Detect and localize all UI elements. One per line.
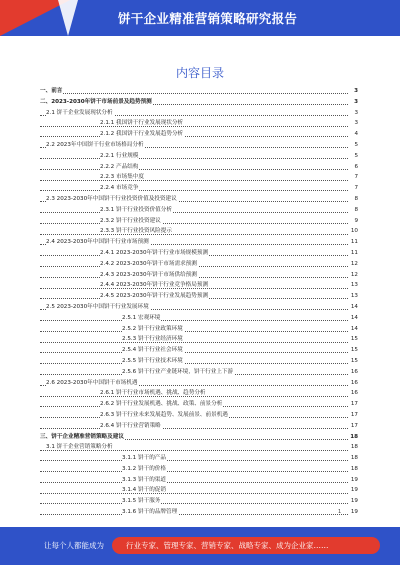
toc-entry-page: 15: [350, 334, 358, 345]
toc-entry[interactable]: [40, 388, 358, 399]
toc-entry-page: 11: [350, 237, 358, 248]
dot-leader: [40, 471, 348, 472]
toc-entry[interactable]: [40, 226, 358, 237]
toc-entry-title: 二、2023-2030年饼干市场前景及趋势预测: [40, 98, 152, 105]
footer-slogan: 让每个人都能成为: [44, 541, 104, 550]
toc-entry-title: 3.1.4 饼干的促销: [122, 487, 166, 494]
toc-entry-title: 2.5.6 饼干行业产业链环境，饼干行业上下游: [122, 368, 234, 375]
toc-entry[interactable]: [40, 496, 358, 507]
toc-entry-page: 19: [350, 496, 358, 507]
toc-entry-page: 13: [350, 280, 358, 291]
toc-entry[interactable]: [40, 302, 358, 313]
footer-tagline: 行业专家、管理专家、营销专家、战略专家、成为企业家……: [126, 541, 329, 550]
dot-leader: [40, 212, 348, 213]
toc-entry[interactable]: [40, 421, 358, 432]
toc-entry[interactable]: [40, 151, 358, 162]
toc-entry-page: 8: [353, 205, 358, 216]
toc-entry[interactable]: [40, 475, 358, 486]
toc-entry-title: 2.3.1 饼干行业投资价值分析: [100, 206, 172, 213]
toc-entry-title: 一、前言: [40, 88, 63, 94]
toc-entry[interactable]: [40, 237, 358, 248]
toc-entry-page: 11: [350, 248, 358, 259]
toc-entry[interactable]: [40, 507, 358, 518]
toc-entry[interactable]: [40, 367, 358, 378]
toc-entry[interactable]: [40, 270, 358, 281]
toc-entry[interactable]: [40, 334, 358, 345]
toc-entry[interactable]: [40, 442, 358, 453]
report-title: 饼干企业精准营销策略研究报告: [118, 11, 298, 26]
toc-entry-page: 15: [350, 345, 358, 356]
toc-entry[interactable]: [40, 108, 358, 119]
dot-leader: [40, 223, 348, 224]
toc-entry-page: 18: [350, 464, 358, 475]
dot-leader: [40, 136, 348, 137]
toc-entry-title: 2.5.1 宏观环境: [122, 314, 161, 321]
toc-entry-title: 2.2 2023年中国饼干行业市场格局分析: [46, 141, 144, 148]
toc-entry[interactable]: [40, 216, 358, 227]
toc-entry[interactable]: [40, 172, 358, 183]
toc-entry-page: 17: [350, 410, 358, 421]
toc-entry-title: 3.1.2 饼干的价格: [122, 465, 166, 472]
toc-entry[interactable]: [40, 129, 358, 140]
toc-entry[interactable]: [40, 205, 358, 216]
toc-entry-title: 3.1.5 饼干服务: [122, 498, 161, 505]
toc-entry[interactable]: [40, 183, 358, 194]
toc-entry-title: 3.1.3 饼干的渠道: [122, 476, 166, 483]
toc-entry-page: 9: [353, 216, 358, 227]
toc-entry-page: 5: [353, 151, 358, 162]
toc-entry-page: 17: [350, 399, 358, 410]
table-of-contents: [40, 86, 358, 518]
toc-entry[interactable]: [40, 97, 358, 108]
toc-entry-page: 14: [350, 324, 358, 335]
toc-entry-title: 2.2.1 行业规模: [100, 152, 139, 159]
toc-entry-title: 2.6.3 饼干行业未来发展趋势、发展前景、前景机遇: [100, 411, 228, 418]
toc-entry-title: 2.2.4 市场竞争: [100, 185, 139, 192]
toc-entry-title: 2.5.2 饼干行业政策环境: [122, 325, 183, 332]
toc-entry[interactable]: [40, 345, 358, 356]
toc-entry[interactable]: [40, 378, 358, 389]
toc-entry[interactable]: [40, 432, 358, 443]
toc-entry-page: 19: [350, 507, 358, 518]
dot-leader: [40, 503, 348, 504]
toc-entry-page: 16: [350, 367, 358, 378]
toc-entry[interactable]: [40, 399, 358, 410]
header-banner: [0, 0, 400, 36]
toc-entry-page: 19: [350, 475, 358, 486]
dot-leader: [40, 342, 348, 343]
toc-entry-page: 4: [353, 129, 358, 140]
toc-entry-page: 3: [353, 97, 358, 108]
toc-entry-page: 12: [350, 259, 358, 270]
toc-entry-title: 2.1 饼干企业发展现状分析: [46, 109, 113, 116]
toc-entry-title: 2.5.3 饼干行业经济环境: [122, 336, 183, 343]
toc-entry-title: 3.1.6 饼干的品牌管理: [122, 509, 178, 516]
toc-entry-page: 3: [353, 118, 358, 129]
toc-entry-title: 2.3.3 饼干行业投资风险提示: [100, 228, 172, 235]
dot-leader: [40, 320, 348, 321]
toc-entry-title: 2.4.1 2023-2030年饼干行业市场规模预测: [100, 249, 209, 256]
dot-leader: [40, 126, 348, 127]
toc-entry-page: 6: [353, 162, 358, 173]
toc-entry-page: 8: [353, 194, 358, 205]
footer-banner: [0, 527, 400, 565]
dot-leader: [40, 234, 348, 235]
dot-leader: [40, 352, 348, 353]
toc-entry-title: 2.3.2 饼干行业投资建议: [100, 217, 161, 224]
toc-entry[interactable]: [40, 248, 358, 259]
toc-entry-title: 2.5.4 饼干行业社会环境: [122, 347, 183, 354]
toc-entry-page: 14: [350, 313, 358, 324]
toc-entry[interactable]: [40, 453, 358, 464]
dot-leader: [40, 514, 348, 515]
toc-entry[interactable]: [40, 162, 358, 173]
toc-entry-page: 3: [353, 86, 358, 97]
header-white-stripe: [58, 0, 78, 36]
toc-entry[interactable]: [40, 291, 358, 302]
toc-entry-page: 10: [350, 226, 358, 237]
toc-entry-title: 2.1.2 我国饼干行业发展趋势分析: [100, 131, 184, 138]
dot-leader: [40, 190, 348, 191]
toc-entry-title: 2.5.5 饼干行业技术环境: [122, 357, 183, 364]
toc-entry-page: 7: [353, 183, 358, 194]
toc-entry-title: 2.6.1 饼干行业市场机遇、挑战、趋势分析: [100, 390, 206, 397]
toc-entry[interactable]: [40, 356, 358, 367]
toc-entry-title: 2.4.2 2023-2030年饼干市场需求预测: [100, 260, 197, 267]
toc-entry-page: 18: [349, 432, 358, 443]
toc-entry-title: 三、饼干企业精准营销策略及建议: [40, 433, 124, 440]
toc-entry[interactable]: [40, 118, 358, 129]
toc-entry[interactable]: [40, 86, 358, 97]
toc-entry-page: 18: [350, 442, 358, 453]
toc-entry-page: 13: [350, 291, 358, 302]
toc-entry-title: 2.6 2023-2030年中国饼干市场机遇: [46, 379, 138, 386]
toc-entry-title: 3.1 饼干企业营销策略分析: [46, 444, 113, 451]
toc-entry-title: 3.1.1 饼干的产品: [122, 455, 166, 462]
toc-entry-page: 7: [353, 172, 358, 183]
dot-leader: [40, 169, 348, 170]
toc-entry-title: 2.6.4 饼干行业营销策略: [100, 422, 161, 429]
toc-entry-title: 2.4.3 2023-2030年饼干市场供给预测: [100, 271, 197, 278]
toc-entry-page: 16: [350, 378, 358, 389]
toc-heading: 内容目录: [175, 66, 224, 80]
toc-entry[interactable]: [40, 280, 358, 291]
toc-entry-title: 2.2.2 产品结构: [100, 163, 139, 170]
toc-entry-title: 2.5 2023-2030年中国饼干行业发展环境: [46, 303, 149, 310]
toc-entry-page: 16: [350, 388, 358, 399]
footer-tagline-pill: [112, 537, 380, 554]
dot-leader: [40, 158, 348, 159]
toc-entry-page: 15: [350, 356, 358, 367]
toc-entry-page: 12: [350, 270, 358, 281]
dot-leader: [40, 363, 348, 364]
toc-entry-page: 3: [353, 108, 358, 119]
toc-entry[interactable]: [40, 485, 358, 496]
toc-entry-title: 2.4 2023-2030年中国饼干行业市场预测: [46, 239, 149, 246]
toc-entry-title: 2.2.3 市场集中度: [100, 174, 144, 181]
dot-leader: [40, 482, 348, 483]
toc-entry[interactable]: [40, 140, 358, 151]
toc-entry[interactable]: [40, 194, 358, 205]
toc-entry-title: 2.3 2023-2030年中国饼干行业投资价值及投资建议: [46, 195, 177, 202]
toc-entry-page: 19: [350, 485, 358, 496]
toc-entry-title: 2.6.2 饼干行业发展机遇、挑战、政策、前景分析: [100, 401, 223, 408]
toc-entry-title: 2.1.1 我国饼干行业发展现状分析: [100, 120, 184, 127]
toc-entry[interactable]: [40, 324, 358, 335]
dot-leader: [40, 180, 348, 181]
dot-leader: [40, 493, 348, 494]
toc-entry-title: 2.4.4 2023-2030年饼干行业竞争格局预测: [100, 282, 209, 289]
dot-leader: [40, 331, 348, 332]
toc-entry-page: 5: [353, 140, 358, 151]
toc-entry-page: 14: [350, 302, 358, 313]
toc-entry-title: 2.4.5 2023-2030年饼干行业发展趋势预测: [100, 293, 209, 300]
toc-entry[interactable]: [40, 464, 358, 475]
dot-leader: [40, 93, 348, 94]
toc-entry[interactable]: [40, 410, 358, 421]
dot-leader: [40, 460, 348, 461]
dot-leader: [40, 428, 348, 429]
toc-entry[interactable]: [40, 313, 358, 324]
toc-entry-page: 18: [350, 453, 358, 464]
toc-entry-page: 17: [350, 421, 358, 432]
page-number: 1: [338, 509, 342, 515]
toc-entry[interactable]: [40, 259, 358, 270]
